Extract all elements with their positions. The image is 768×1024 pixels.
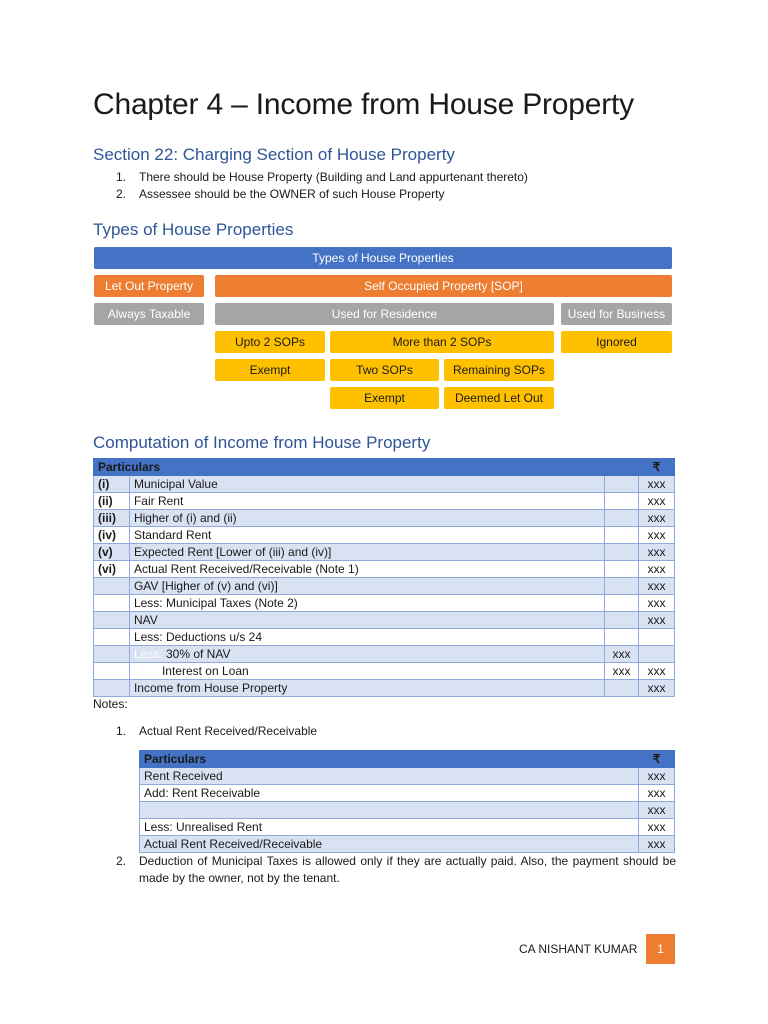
chart-always-taxable-box: Always Taxable (94, 303, 204, 325)
chart-deemed-box: Deemed Let Out (444, 387, 554, 409)
section-22-heading: Section 22: Charging Section of House Property (93, 145, 455, 164)
table-row: Income from House Property xxx (94, 680, 675, 697)
table-header-row (94, 459, 675, 476)
particulars-header: Particulars (94, 459, 639, 476)
chart-upto2-box: Upto 2 SOPs (215, 331, 325, 353)
table-row: (v) Expected Rent [Lower of (iii) and (iv)] xxx (94, 544, 675, 561)
currency-header: ₹ (639, 751, 675, 768)
table-row: Actual Rent Received/Receivable xxx (140, 836, 675, 853)
table-row: Less: Municipal Taxes (Note 2) xxx (94, 595, 675, 612)
table-row: Interest on Loan xxx xxx (94, 663, 675, 680)
computation-table (93, 458, 675, 697)
table-row: (iv) Standard Rent xxx (94, 527, 675, 544)
page-title: Chapter 4 – Income from House Property (93, 88, 634, 121)
note-1-table (139, 750, 675, 853)
list-item: 2. Assessee should be the OWNER of such House Property (116, 187, 445, 201)
table-row: NAV xxx (94, 612, 675, 629)
table-row: Rent Received xxx (140, 768, 675, 785)
page-number: 1 (646, 934, 675, 964)
chart-root-box: Types of House Properties (94, 247, 672, 269)
computation-heading: Computation of Income from House Property (93, 433, 431, 452)
note-2: 2. Deduction of Municipal Taxes is allowed only if they are actually paid. Also, the payment should be made by the owner, not by the tenant. (116, 854, 676, 885)
chart-exempt-box: Exempt (215, 359, 325, 381)
chart-sop-box: Self Occupied Property [SOP] (215, 275, 672, 297)
chart-ignored-box: Ignored (561, 331, 672, 353)
chart-more2-box: More than 2 SOPs (330, 331, 554, 353)
table-header-row (140, 751, 675, 768)
chart-exempt-2-box: Exempt (330, 387, 439, 409)
particulars-header: Particulars (140, 751, 639, 768)
note-1: 1. Actual Rent Received/Receivable (116, 724, 318, 738)
table-row: (vi) Actual Rent Received/Receivable (Note 1) xxx (94, 561, 675, 578)
footer-author: CA NISHANT KUMAR (519, 942, 638, 956)
currency-header: ₹ (639, 459, 675, 476)
notes-label: Notes: (93, 697, 128, 711)
table-row: xxx (140, 802, 675, 819)
chart-business-box: Used for Business (561, 303, 672, 325)
table-row: Less: Unrealised Rent xxx (140, 819, 675, 836)
table-row: Less: 30% of NAV xxx (94, 646, 675, 663)
chart-two-sops-box: Two SOPs (330, 359, 439, 381)
table-row: (iii) Higher of (i) and (ii) xxx (94, 510, 675, 527)
table-row: GAV [Higher of (v) and (vi)] xxx (94, 578, 675, 595)
chart-let-out-box: Let Out Property (94, 275, 204, 297)
chart-remaining-box: Remaining SOPs (444, 359, 554, 381)
section-22-list (116, 169, 528, 203)
table-row: Less: Deductions u/s 24 (94, 629, 675, 646)
list-item: 1. There should be House Property (Building and Land appurtenant thereto) (116, 170, 528, 184)
table-row: (ii) Fair Rent xxx (94, 493, 675, 510)
table-row: (i) Municipal Value xxx (94, 476, 675, 493)
faded-prefix: Less: (133, 646, 163, 661)
table-row: Add: Rent Receivable xxx (140, 785, 675, 802)
types-heading: Types of House Properties (93, 220, 294, 239)
chart-residence-box: Used for Residence (215, 303, 554, 325)
